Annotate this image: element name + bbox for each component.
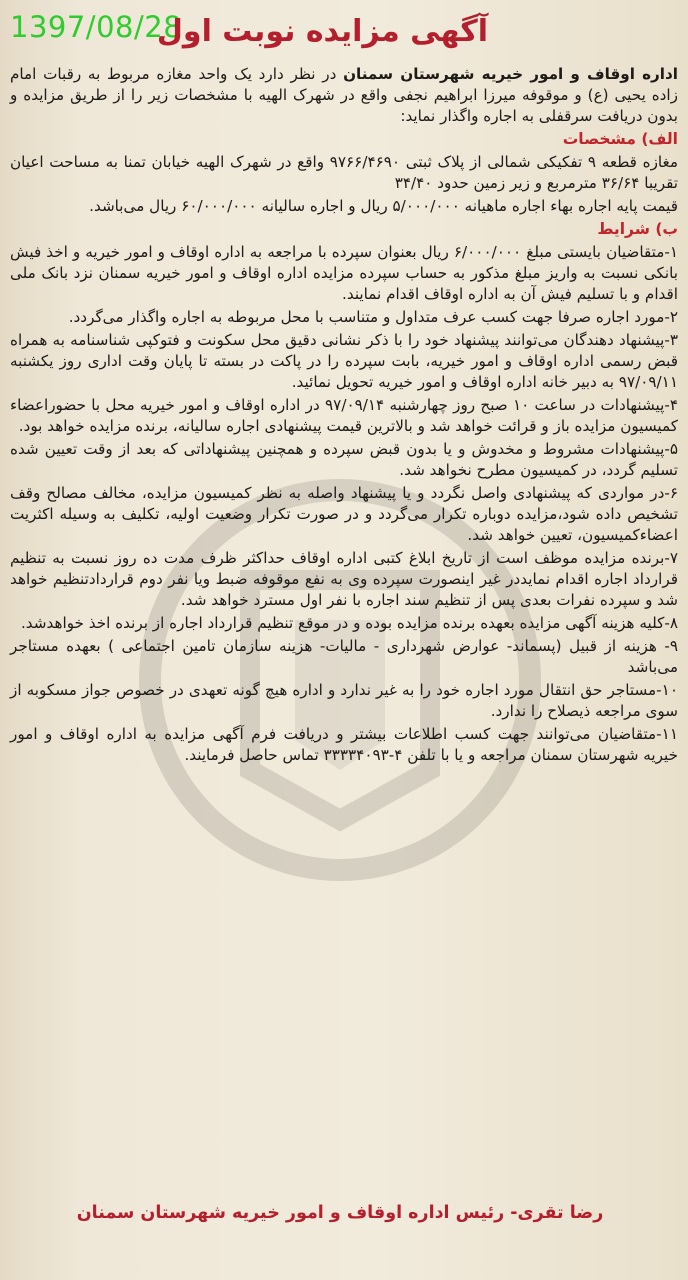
intro-lead: اداره اوقاف و امور خیریه شهرستان سمنان: [343, 65, 679, 83]
date-stamp: 1397/08/28: [10, 10, 183, 44]
condition-item: ۷-برنده مزایده موظف است از تاریخ ابلاغ کتبی اداره اوقاف حداکثر ظرف مدت ده روز نسبت به تنظیم قرارداد اجاره اقدام نمایددر غیر اینصورت سپرده وی به نفع موقوفه ضبط ویا نفر دوم قراردادتنظیم خواهد شد و سپرده نفرات بعدی پس از تنظیم سند اجاره با نفر اول مسترد خواهد شد.: [10, 549, 678, 609]
notice-body: [10, 64, 678, 768]
condition-item: ۱۰-مستاجر حق انتقال مورد اجاره خود را به غیر ندارد و اداره هیچ گونه تعهدی در خصوص جواز مسکوبه از سوی مراجعه ذیصلاح را ندارد.: [10, 681, 678, 720]
intro-paragraph: [10, 64, 678, 127]
notice-title: آگهی مزایده نوبت اول: [156, 14, 488, 49]
condition-item: ۱۱-متقاضیان می‌توانند جهت کسب اطلاعات بیشتر و دریافت فرم آگهی مزایده به اداره اوقاف و امور خیریه شهرستان سمنان مراجعه و یا با تلفن ۴-۳۳۳۳۴۰۹۳ تماس حاصل فرمایند.: [10, 725, 678, 764]
condition-item: ۴-پیشنهادات در ساعت ۱۰ صبح روز چهارشنبه ۹۷/۰۹/۱۴ در اداره اوقاف و امور خیریه محل با حضوراعضاء کمیسیون مزایده باز و قرائت خواهد شد و بالاترین قیمت پیشنهادی اجاره سالیانه، برنده مزایده خواهد بود.: [10, 396, 678, 435]
section-a-body: مغازه قطعه ۹ تفکیکی شمالی از پلاک ثبتی ۹۷۶۶/۴۶۹۰ واقع در شهرک الهیه خیابان تمنا به مساحت اعیان تقریبا ۳۶/۶۴ مترمربع و زیر زمین حدود ۳۴/۴۰: [10, 153, 678, 192]
signature-line: رضا تقری- رئیس اداره اوقاف و امور خیریه شهرستان سمنان: [76, 1203, 604, 1223]
section-a-price: قیمت پایه اجاره بهاء اجاره ماهیانه ۵/۰۰۰/۰۰۰ ریال و اجاره سالیانه ۶۰/۰۰۰/۰۰۰ ریال می‌باشد.: [89, 197, 678, 215]
condition-item: ۵-پیشنهادات مشروط و مخدوش و یا بدون قبض سپرده و همچنین پیشنهاداتی که بعد از وقت تعیین شده تسلیم گردد، در کمیسیون مطرح نخواهد شد.: [10, 440, 678, 479]
condition-item: ۹- هزینه از قبیل (پسماند- عوارض شهرداری - مالیات- هزینه سازمان تامین اجتماعی ) بعهده مستاجر می‌باشد: [10, 637, 678, 676]
intro-rest: در نظر دارد یک واحد مغازه مربوط به رقبات امام زاده یحیی (ع) و موقوفه میرزا ابراهیم نجفی واقع در شهرک الهیه با مشخصات زیر را از طریق مزایده و بدون دریافت سرقفلی به اجاره واگذار نماید:: [10, 65, 678, 125]
condition-item: ۱-متقاضیان بایستی مبلغ ۶/۰۰۰/۰۰۰ ریال بعنوان سپرده با مراجعه به اداره اوقاف و امور خیریه و اخذ فیش بانکی نسبت به واریز مبلغ مذکور به حساب سپرده مزایده اداره اوقاف و امور خیریه سمنان نزد بانک ملی اقدام و با تسلیم فیش آن به اداره اوقاف اقدام نمایند.: [10, 243, 679, 303]
section-b-title: ب) شرایط: [597, 220, 678, 238]
condition-item: ۶-در مواردی که پیشنهادی واصل نگردد و یا پیشنهاد واصله به نظر کمیسیون مزایده، مخالف مصالح وقف تشخیص داده شود،مزایده دوباره تکرار می‌گردد و در صورت تکرار وضعیت اولیه، تکلیف به وسیله اکثریت اعضاءکمیسیون، تعیین خواهد شد.: [10, 484, 678, 544]
condition-item: ۲-مورد اجاره صرفا جهت کسب عرف متداول و متناسب با محل مربوطه به اجاره واگذار می‌گردد.: [68, 308, 678, 326]
section-a-title: الف) مشخصات: [562, 130, 678, 148]
condition-item: ۸-کلیه هزینه آگهی مزایده بعهده برنده مزایده بوده و در موقع تنظیم قرارداد اجاره از برنده اخذ خواهدشد.: [20, 614, 678, 632]
condition-item: ۳-پیشنهاد دهندگان می‌توانند پیشنهاد خود را با ذکر نشانی دقیق محل سکونت و فتوکپی شناسنامه به همراه قبض رسمی اداره اوقاف و امور خیریه، بابت سپرده را در پاکت در بسته تا پایان وقت اداری روز یکشنبه ۹۷/۰۹/۱۱ به دبیر خانه اداره اوقاف و امور خیریه تحویل نمائید.: [10, 331, 678, 391]
